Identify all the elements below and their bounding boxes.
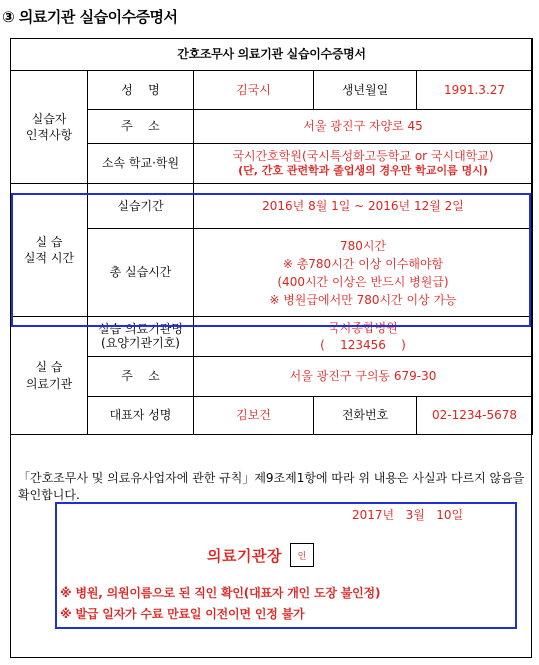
school-note: (단, 간호 관련학과 졸업생의 경우만 학교이름 명시) [238, 164, 488, 178]
total-label: 총 실습시간 [88, 229, 194, 317]
seal-note-2: ※ 발급 일자가 수료 만료일 이전이면 인정 불가 [60, 607, 305, 621]
phone-label: 전화번호 [314, 397, 417, 435]
trainee-birth: 1991.3.27 [417, 71, 533, 110]
total-note-1: ※ 총780시간 이상 이수해야함 [282, 256, 444, 271]
section-institution: 실 습 의료기관 [11, 317, 88, 435]
total-cell [194, 229, 533, 317]
seal-area [207, 540, 314, 570]
school-cell [194, 144, 533, 184]
institution-name-label: 실습 의료기관명 (요양기관기호) [88, 317, 194, 357]
issue-date: 2017년 3월 10일 [352, 508, 464, 522]
institution-address-label: 주 소 [88, 357, 194, 397]
rep-label: 대표자 성명 [88, 397, 194, 435]
seal-label: 의료기관장 [207, 546, 282, 565]
seal-mark: 인 [297, 551, 307, 562]
form-title: 간호조무사 의료기관 실습이수증명서 [11, 39, 533, 71]
phone-number: 02-1234-5678 [417, 397, 533, 435]
birth-label: 생년월일 [314, 71, 417, 110]
total-hours: 780시간 [339, 238, 387, 253]
address-label: 주 소 [88, 110, 194, 144]
training-period: 2016년 8월 1일 ~ 2016년 12월 2일 [194, 184, 533, 229]
total-note-2: (400시간 이상은 반드시 병원급) [277, 274, 449, 289]
rep-name: 김보건 [194, 397, 314, 435]
institution-code: ( 123456 ) [320, 337, 406, 352]
institution-name-cell [194, 317, 533, 357]
institution-name: 국시종합병원 [328, 321, 398, 336]
name-label: 성 명 [88, 71, 194, 110]
seal-note-1: ※ 병원, 의원이름으로 된 직인 확인(대표자 개인 도장 불인정) [60, 586, 381, 600]
certificate-form [10, 38, 533, 435]
institution-address: 서울 광진구 구의동 679-30 [194, 357, 533, 397]
section-record: 실 습 실적 시간 [11, 184, 88, 317]
period-label: 실습기간 [88, 184, 194, 229]
document-heading: ③ 의료기관 실습이수증명서 [2, 8, 178, 26]
confirmation-text: 「간호조무사 및 의료유사업자에 관한 규칙」제9조제1항에 따라 위 내용은 사실과 다르지 않음을 확인합니다. [18, 471, 525, 502]
trainee-name: 김국시 [194, 71, 314, 110]
trainee-address: 서울 광진구 자양로 45 [194, 110, 533, 144]
seal-stamp-box [290, 543, 314, 567]
school-label: 소속 학교·학원 [88, 144, 194, 184]
trainee-school: 국시간호학원(국시특성화고등학교 or 국시대학교) [232, 148, 494, 163]
total-note-3: ※ 병원급에서만 780시간 이상 가능 [269, 292, 457, 307]
section-trainee: 실습자 인적사항 [11, 71, 88, 184]
